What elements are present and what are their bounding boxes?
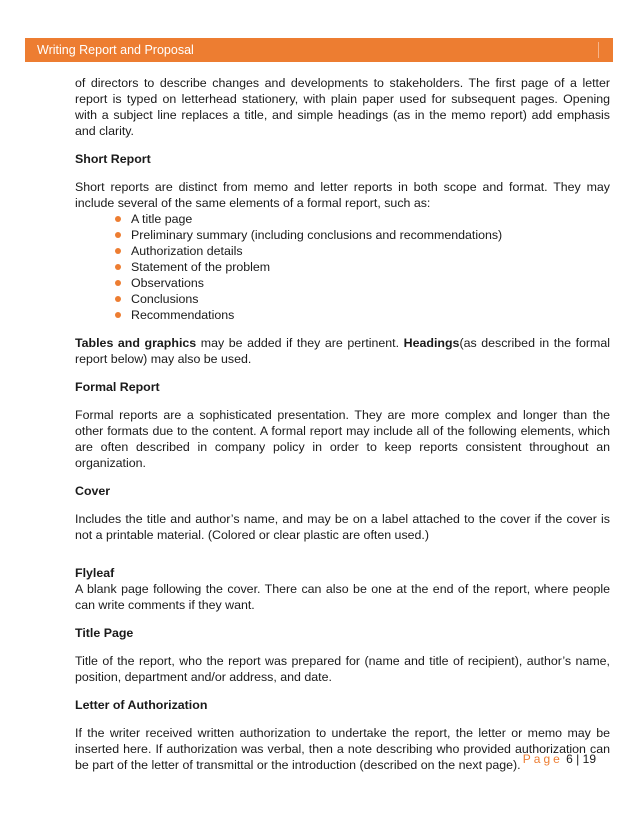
list-item: A title page — [115, 211, 610, 227]
list-item: Conclusions — [115, 291, 610, 307]
authorization-paragraph: If the writer received written authorization to undertake the report, the letter or memo may be inserted here. If authorization was verbal, then a note describing who provided authorization can be part of the letter of transmittal or the introduction (described on the next page). — [75, 726, 610, 772]
bullet-icon — [115, 248, 121, 254]
formal-report-paragraph: Formal reports are a sophisticated presentation. They are more complex and longer than the other formats due to the content. A formal report may include all of the following elements, which are often described in company policy in order to keep reports consistent throughout an organization. — [75, 408, 610, 470]
header-bar — [25, 38, 613, 62]
page-content — [75, 75, 610, 773]
cover-paragraph: Includes the title and author’s name, and may be on a label attached to the cover if the cover is not a printable material. (Colored or clear plastic are often used.) — [75, 512, 610, 542]
cover-heading: Cover — [75, 484, 111, 498]
formal-report-heading: Formal Report — [75, 380, 160, 394]
page-separator: | — [576, 752, 580, 766]
list-item: Observations — [115, 275, 610, 291]
title-page-paragraph: Title of the report, who the report was prepared for (name and title of recipient), author’s name, position, department and/or address, and date. — [75, 654, 610, 684]
tables-bold: Tables and graphics — [75, 336, 197, 350]
list-item: Authorization details — [115, 243, 610, 259]
header-divider — [598, 42, 599, 58]
intro-paragraph: of directors to describe changes and developments to stakeholders. The first page of a letter report is typed on letterhead stationery, with plain paper used for subsequent pages. Opening with a subject line replaces a title, and simple headings (as in the memo report) add emphasis and clarity. — [75, 76, 610, 138]
flyleaf-paragraph: A blank page following the cover. There can also be one at the end of the report, where people can write comments if they want. — [75, 582, 610, 612]
bullet-icon — [115, 216, 121, 222]
page-number — [523, 752, 596, 766]
short-report-heading: Short Report — [75, 152, 151, 166]
title-page-heading: Title Page — [75, 626, 134, 640]
list-item: Recommendations — [115, 307, 610, 323]
bullet-icon — [115, 264, 121, 270]
total-pages: 19 — [582, 752, 596, 766]
list-item: Statement of the problem — [115, 259, 610, 275]
flyleaf-heading: Flyleaf — [75, 566, 115, 580]
current-page: 6 — [566, 752, 573, 766]
authorization-heading: Letter of Authorization — [75, 698, 208, 712]
bullet-icon — [115, 232, 121, 238]
short-report-list — [75, 211, 610, 323]
header-title: Writing Report and Proposal — [37, 43, 194, 57]
page-word: Page — [522, 752, 563, 766]
tables-paragraph: Tables and graphics may be added if they are pertinent. Headings(as described in the formal report below) may also be used. — [75, 336, 610, 366]
bullet-icon — [115, 280, 121, 286]
headings-bold: Headings — [403, 336, 460, 350]
bullet-icon — [115, 312, 121, 318]
list-item: Preliminary summary (including conclusions and recommendations) — [115, 227, 610, 243]
short-report-paragraph: Short reports are distinct from memo and letter reports in both scope and format. They may include several of the same elements of a formal report, such as: — [75, 180, 610, 210]
bullet-icon — [115, 296, 121, 302]
